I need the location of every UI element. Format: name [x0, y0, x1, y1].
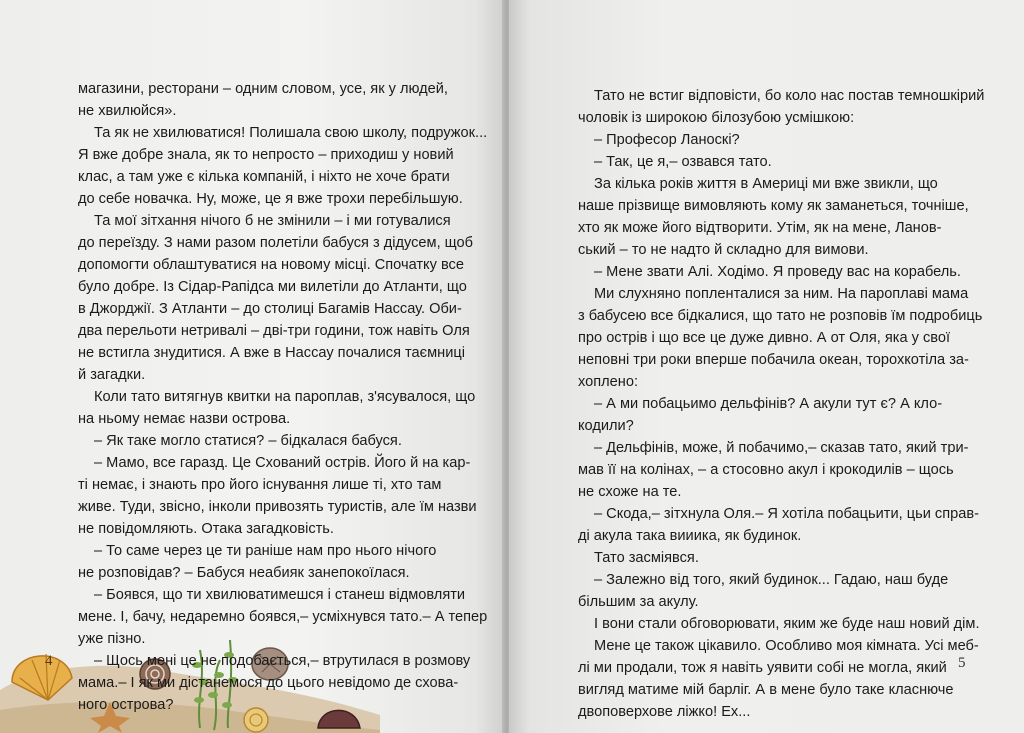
small-spiral-shell-icon — [244, 708, 268, 732]
text-line: – Скода,– зітхнула Оля.– Я хотіла побацьити, цьи справ- — [594, 506, 979, 522]
text-line: – Як таке могло статися? – бідкалася бабуся. — [94, 433, 402, 449]
text-line: Я вже добре знала, як то непросто – приходиш у новий — [78, 147, 454, 163]
text-line: не хвилюйся». — [78, 103, 177, 119]
text-line: ді акула така вииика, як будинок. — [578, 528, 802, 544]
text-line: – Щось мені це не подобається,– втрутилася в розмову — [94, 653, 471, 669]
text-line: – То саме через це ти раніше нам про нього нічого — [94, 543, 437, 559]
text-line: з бабусею все бідкалися, що тато не розповів їм подробиць — [578, 308, 983, 324]
text-line: ного острова? — [78, 697, 174, 713]
text-line: хоплено: — [578, 374, 639, 390]
text-line: І вони стали обговорювати, яким же буде наш новий дім. — [594, 616, 980, 632]
text-line: на ньому немає назви острова. — [78, 411, 291, 427]
text-line: вигляд матиме мій барліг. А в мене було таке класнюче — [578, 682, 954, 698]
text-line: до переїзду. З нами разом полетіли бабуся з дідусем, щоб — [78, 235, 473, 251]
text-line: За кілька років життя в Америці ми вже звикли, що — [594, 176, 938, 192]
text-line: Та як не хвилюватися! Полишала свою школу, подружок... — [94, 125, 488, 141]
text-line: Ми слухняно попленталися за ним. На пароплаві мама — [594, 286, 969, 302]
text-line: не схоже на те. — [578, 484, 682, 500]
text-line: більшим за акулу. — [578, 594, 699, 610]
text-line: допомогти облаштуватися на новому місці. Спочатку все — [78, 257, 464, 273]
text-line: – Боявся, що ти хвилюватимешся і станеш відмовляти — [94, 587, 466, 603]
text-line: наше прізвище вимовляють кому як заманеться, точніше, — [578, 198, 969, 214]
text-line: – Мамо, все гаразд. Це Схований острів. Його й на кар- — [94, 455, 471, 471]
text-line: в Джорджії. З Атланти – до столиці Багамів Нассау. Оби- — [78, 301, 462, 317]
page-number-right: 5 — [958, 655, 966, 671]
text-line: – Мене звати Алі. Ходімо. Я проведу вас на корабель. — [594, 264, 961, 280]
text-line: живе. Туди, звісно, інколи привозять туристів, але їм назви — [78, 499, 477, 515]
text-line: кодили? — [578, 418, 634, 434]
text-line: – Так, це я,– озвався тато. — [594, 154, 772, 170]
text-line: магазини, ресторани – одним словом, усе, як у людей, — [78, 81, 448, 97]
text-line: – Дельфінів, може, й побачимо,– сказав тато, який три- — [594, 440, 969, 456]
text-line: Тато не встиг відповісти, бо коло нас постав темношкірий — [594, 88, 985, 104]
text-line: не повідомляють. Отака загадковість. — [78, 521, 334, 537]
text-line: мене. І, бачу, недаремно боявся,– усміхнувся тато.– А тепер — [78, 609, 488, 625]
page-number-left: 4 — [45, 653, 53, 669]
text-line: уже пізно. — [78, 631, 146, 647]
text-line: мав її на колінах, – а стосовно акул і крокодилів – щось — [578, 462, 954, 478]
text-line: неповні три роки вперше побачила океан, торохкотіла за- — [578, 352, 969, 368]
text-line: – Професор Ланоскі? — [594, 132, 740, 148]
text-line: Та мої зітхання нічого б не змінили – і ми готувалися — [94, 213, 451, 229]
text-line: ті немає, і знають про його існування лише ті, хто там — [78, 477, 442, 493]
text-line: клас, а там уже є кілька компаній, і ніхто не хоче брати — [78, 169, 450, 185]
text-line: чоловік із широкою білозубою усмішкою: — [578, 110, 855, 126]
text-line: Коли тато витягнув квитки на пароплав, з'ясувалося, що — [94, 389, 476, 405]
left-page — [0, 0, 505, 733]
text-line: про острів і що все це дуже дивно. А от Оля, яка у свої — [578, 330, 951, 346]
text-line: було добре. Із Сідар-Рапідса ми вилетіли до Атланти, що — [78, 279, 467, 295]
text-line: Тато засміявся. — [594, 550, 699, 566]
text-line: два перельоти нетривалі – дві-три години, тож навіть Оля — [78, 323, 470, 339]
text-line: лі ми продали, тож я навіть уявити собі не могла, який — [578, 660, 947, 676]
text-line: до себе новачка. Ну, може, це я вже трохи перебільшую. — [78, 191, 463, 207]
text-line: – Залежно від того, який будинок... Гадаю, наш буде — [594, 572, 949, 588]
text-line: Мене це також цікавило. Особливо моя кімната. Усі меб- — [594, 638, 979, 654]
text-line: двоповерхове ліжко! Ех... — [578, 704, 751, 720]
text-line: хто як може його відтворити. Утім, як на мене, Ланов- — [578, 220, 942, 236]
text-line: не розповідав? – Бабуся неабияк занепокоїлася. — [78, 565, 410, 581]
text-line: й загадки. — [78, 367, 146, 383]
text-line: ський – то не надто й складно для вимови. — [578, 242, 869, 258]
text-line: мама.– І як ми дістанемося до цього невідомо де схова- — [78, 675, 459, 691]
text-line: – А ми побацьимо дельфінів? А акули тут є? А кло- — [594, 396, 943, 412]
text-line: не встигла знудитися. А вже в Нассау почалися таємниці — [78, 345, 465, 361]
